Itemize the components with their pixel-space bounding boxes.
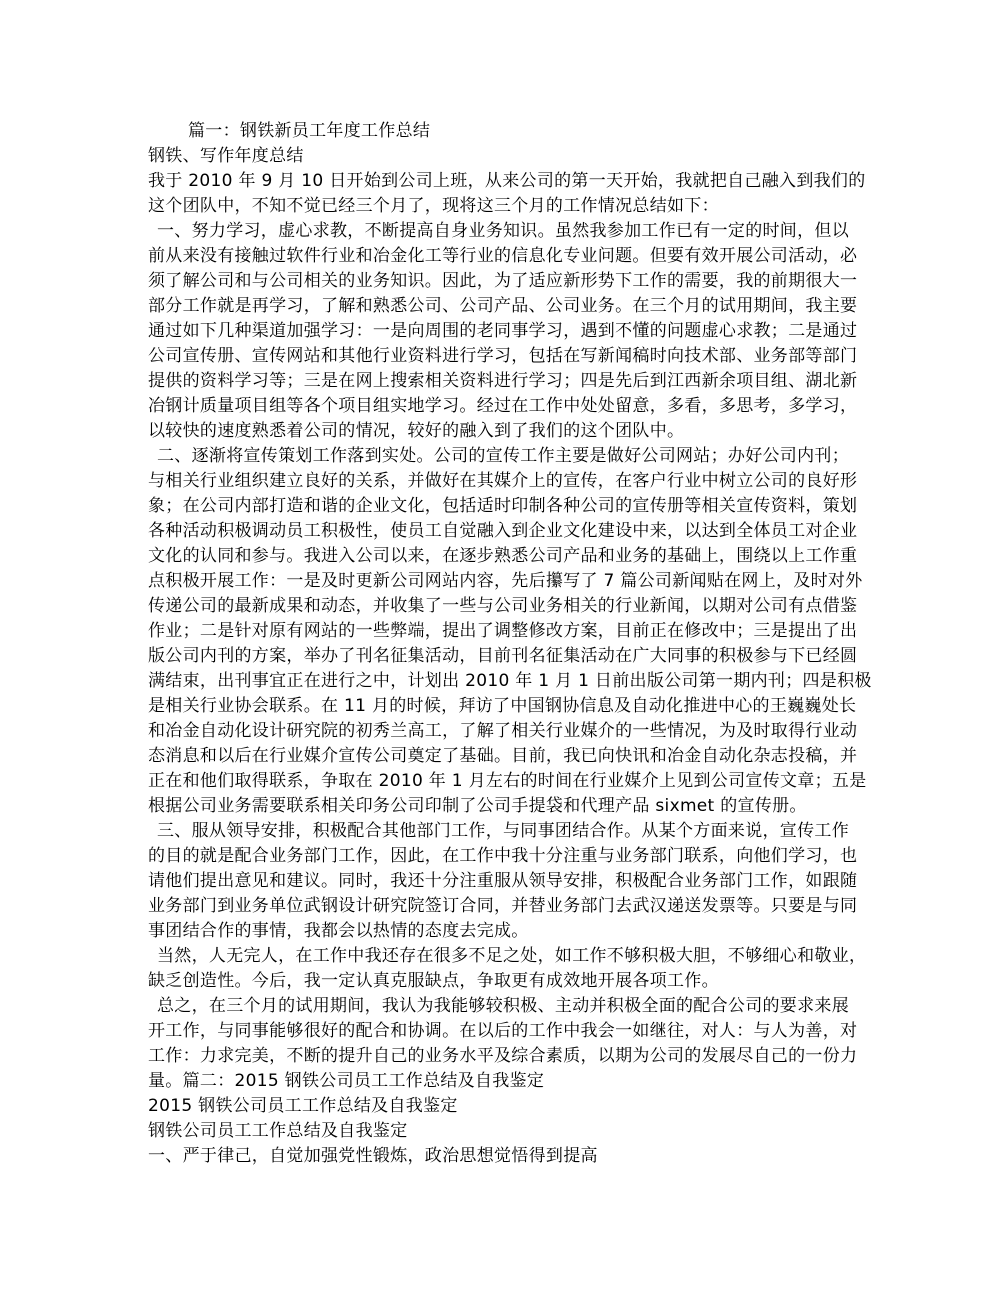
text-line: 作业；二是针对原有网站的一些弊端，提出了调整修改方案，目前正在修改中；三是提出了出 xyxy=(148,621,858,641)
text-line: 根据公司业务需要联系相关印务公司印制了公司手提袋和代理产品 sixmet 的宣传册。 xyxy=(148,796,807,816)
text-line: 总之，在三个月的试用期间，我认为我能够较积极、主动并积极全面的配合公司的要求来展 xyxy=(157,996,849,1016)
text-line: 业务部门到业务单位武钢设计研究院签订合同，并替业务部门去武汉递送发票等。只要是与同 xyxy=(148,896,858,916)
text-line: 钢铁公司员工工作总结及自我鉴定 xyxy=(148,1121,408,1141)
text-line: 的目的就是配合业务部门工作，因此，在工作中我十分注重与业务部门联系，向他们学习，也 xyxy=(148,846,858,866)
text-line: 当然，人无完人，在工作中我还存在很多不足之处，如工作不够积极大胆，不够细心和敬业， xyxy=(157,946,867,966)
text-line: 篇一：钢铁新员工年度工作总结 xyxy=(188,121,431,141)
text-line: 和冶金自动化设计研究院的初秀兰高工，了解了相关行业媒介的一些情况，为及时取得行业动 xyxy=(148,721,858,741)
text-line: 与相关行业组织建立良好的关系，并做好在其媒介上的宣传，在客户行业中树立公司的良好形 xyxy=(148,471,858,491)
text-line: 钢铁、写作年度总结 xyxy=(148,146,304,166)
text-line: 各种活动积极调动员工积极性，使员工自觉融入到企业文化建设中来，以达到全体员工对企业 xyxy=(148,521,858,541)
text-line: 正在和他们取得联系，争取在 2010 年 1 月左右的时间在行业媒介上见到公司宣传文章；五是 xyxy=(148,771,867,791)
text-line: 通过如下几种渠道加强学习：一是向周围的老同事学习，遇到不懂的问题虚心求教；二是通过 xyxy=(148,321,858,341)
text-line: 这个团队中，不知不觉已经三个月了，现将这三个月的工作情况总结如下： xyxy=(148,196,719,216)
text-line: 开工作，与同事能够很好的配合和协调。在以后的工作中我会一如继往，对人：与人为善，对 xyxy=(148,1021,858,1041)
text-line: 传递公司的最新成果和动态，并收集了一些与公司业务相关的行业新闻，以期对公司有点借鉴 xyxy=(148,596,858,616)
text-line: 以较快的速度熟悉着公司的情况，较好的融入到了我们的这个团队中。 xyxy=(148,421,685,441)
text-line: 象；在公司内部打造和谐的企业文化，包括适时印制各种公司的宣传册等相关宣传资料，策划 xyxy=(148,496,858,516)
text-line: 部分工作就是再学习，了解和熟悉公司、公司产品、公司业务。在三个月的试用期间，我主要 xyxy=(148,296,858,316)
text-line: 态消息和以后在行业媒介宣传公司奠定了基础。目前，我已向快讯和冶金自动化杂志投稿，并 xyxy=(148,746,858,766)
text-line: 版公司内刊的方案，举办了刊名征集活动，目前刊名征集活动在广大同事的积极参与下已经圆 xyxy=(148,646,858,666)
document-lines xyxy=(148,119,878,1169)
text-line: 须了解公司和与公司相关的业务知识。因此，为了适应新形势下工作的需要，我的前期很大一 xyxy=(148,271,858,291)
text-line: 工作：力求完美，不断的提升自己的业务水平及综合素质，以期为公司的发展尽自己的一份力 xyxy=(148,1046,858,1066)
text-line: 满结束，出刊事宜正在进行之中，计划出 2010 年 1 月 1 日前出版公司第一期内刊；四是积极 xyxy=(148,671,872,691)
text-line: 量。篇二：2015 钢铁公司员工工作总结及自我鉴定 xyxy=(148,1071,545,1091)
text-line: 二、逐渐将宣传策划工作落到实处。公司的宣传工作主要是做好公司网站；办好公司内刊； xyxy=(157,446,849,466)
text-line: 点积极开展工作：一是及时更新公司网站内容，先后攥写了 7 篇公司新闻贴在网上，及时对外 xyxy=(148,571,863,591)
text-line: 文化的认同和参与。我进入公司以来，在逐步熟悉公司产品和业务的基础上，围绕以上工作重 xyxy=(148,546,858,566)
text-line: 是相关行业协会联系。在 11 月的时候，拜访了中国钢协信息及自动化推进中心的王巍巍处长 xyxy=(148,696,857,716)
text-line: 一、严于律己，自觉加强党性锻炼，政治思想觉悟得到提高 xyxy=(148,1146,598,1166)
text-line: 2015 钢铁公司员工工作总结及自我鉴定 xyxy=(148,1096,458,1116)
text-line: 缺乏创造性。今后，我一定认真克服缺点，争取更有成效地开展各项工作。 xyxy=(148,971,719,991)
text-line: 请他们提出意见和建议。同时，我还十分注重服从领导安排，积极配合业务部门工作，如跟随 xyxy=(148,871,858,891)
text-line: 冶钢计质量项目组等各个项目组实地学习。经过在工作中处处留意，多看，多思考，多学习， xyxy=(148,396,858,416)
text-line: 一、努力学习，虚心求教，不断提高自身业务知识。虽然我参加工作已有一定的时间，但以 xyxy=(157,221,849,241)
text-line: 事团结合作的事情，我都会以热情的态度去完成。 xyxy=(148,921,529,941)
text-line: 提供的资料学习等；三是在网上搜索相关资料进行学习；四是先后到江西新余项目组、湖北新 xyxy=(148,371,858,391)
text-line: 前从来没有接触过软件行业和冶金化工等行业的信息化专业问题。但要有效开展公司活动，必 xyxy=(148,246,858,266)
text-line: 三、服从领导安排，积极配合其他部门工作，与同事团结合作。从某个方面来说，宣传工作 xyxy=(157,821,849,841)
text-line: 公司宣传册、宣传网站和其他行业资料进行学习，包括在写新闻稿时向技术部、业务部等部门 xyxy=(148,346,858,366)
text-line: 我于 2010 年 9 月 10 日开始到公司上班，从来公司的第一天开始，我就把自己融入到我们的 xyxy=(148,171,866,191)
